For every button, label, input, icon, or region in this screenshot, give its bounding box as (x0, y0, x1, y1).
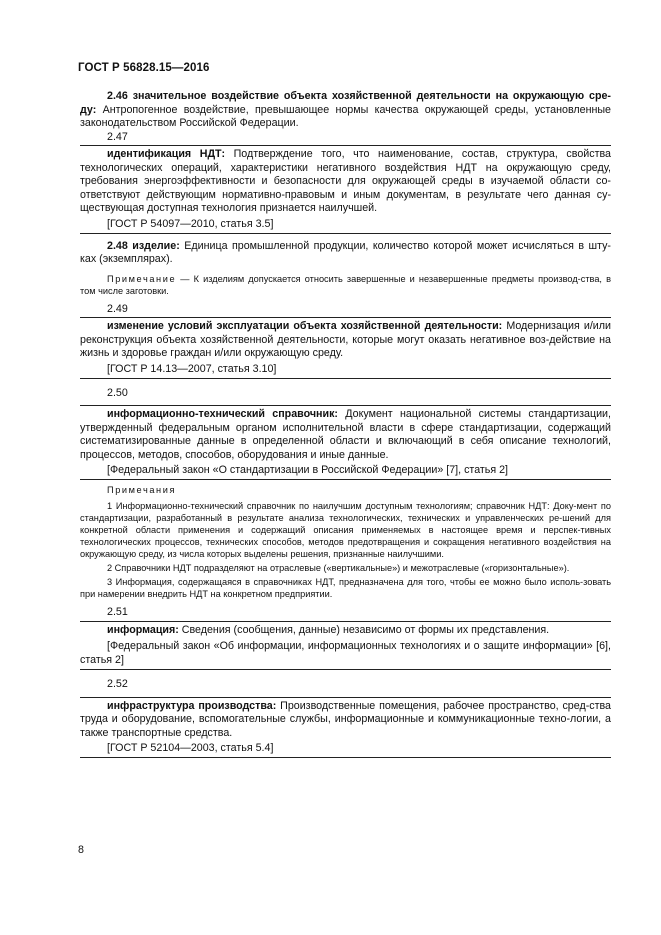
entry-2-47-text: Подтверждение того, что наименование, состав, структура, свойства технологических операций, характеристики негативного воздействия НДТ на окружающую среду, требования энергоэффективности и безопасности для окружающей среды в изучаемой области со-ответствуют действующим нормативно-правовым и иным документам, в результате чего данная су-ществующая доступная технология признается наилучшей. (80, 148, 611, 214)
entry-2-49-reference: [ГОСТ Р 14.13—2007, статья 3.10] (107, 362, 277, 375)
entry-2-49-term: изменение условий эксплуатации объекта хозяйственной деятельности: (107, 320, 503, 332)
note-label: Примечание (107, 273, 177, 284)
entry-2-49-number: 2.49 (107, 302, 128, 315)
entry-2-50-notes-label: Примечания (107, 485, 177, 495)
entry-2-52-number: 2.52 (107, 678, 128, 690)
entry-2-47-box (80, 145, 611, 234)
entry-2-51-definition (80, 624, 611, 638)
entry-2-50-number: 2.50 (107, 386, 128, 399)
entry-2-49-box (80, 317, 611, 379)
entry-2-52-term: инфраструктура производства: (107, 699, 277, 712)
note-text: — К изделиям допускается относить завершенные и незавершенные предметы производ-ства, в том числе заготовки. (80, 273, 611, 296)
entry-2-50-reference: [Федеральный закон «О стандартизации в Российской Федерации» [7], статья 2] (107, 464, 509, 476)
page-number: 8 (78, 844, 84, 856)
entry-2-51-box (80, 621, 611, 671)
entry-2-47-definition (80, 148, 611, 216)
entry-2-50-definition (80, 408, 611, 462)
entry-2-50-text: Документ национальной системы стандартизации, утвержденный федеральным органом исполнительной власти в сфере стандартизации, содержащий систематизированные данные в определенной области и включающий в себя описание технологий, процессов, методов, способов, оборудования и иные данные. (80, 408, 611, 461)
entry-2-51-term: информация: (107, 623, 179, 636)
entry-2-52-definition (80, 700, 611, 741)
entry-2-48 (80, 240, 611, 267)
entry-2-50-box (80, 405, 611, 480)
document-body (80, 90, 611, 758)
entry-2-49-definition (80, 320, 611, 361)
entry-2-52-text: Производственные помещения, рабочее пространство, сред-ства труда и оборудование, вспомогательные службы, информационные и коммуникационные техно-логии, а также транспортные средства. (80, 699, 611, 739)
entry-2-46 (80, 90, 611, 131)
entry-2-48-text: Единица промышленной продукции, количество которой может исчисляться в шту-ках (экземплярах). (80, 239, 611, 265)
entry-2-47-reference: [ГОСТ Р 54097—2010, статья 3.5] (107, 217, 274, 230)
entry-2-48-term: 2.48 изделие: (107, 239, 180, 252)
entry-2-49-text: Модернизация и/или реконструкция объекта хозяйственной деятельности, которые могут оказать негативное воз-действие на жизнь и здоровье граждан и/или окружающую среду. (80, 320, 611, 359)
entry-2-50-note-2: 2 Справочники НДТ подразделяют на отраслевые («вертикальные») и межотраслевые («горизонтальные»). (107, 563, 570, 573)
entry-2-47-number: 2.47 (107, 130, 128, 143)
entry-2-52-box (80, 697, 611, 759)
entry-2-46-text: Антропогенное воздействие, превышающее нормы качества окружающей среды, установленные законодательством Российской Федерации. (80, 103, 611, 129)
entry-2-50-note-3: 3 Информация, содержащаяся в справочниках НДТ, предназначена для того, чтобы ее можно было исполь-зовать при намерении внедрить НДТ на конкретном предприятии. (80, 577, 611, 599)
entry-2-50-note-1: 1 Информационно-технический справочник по наилучшим доступным технологиям; справочник НДТ: Доку-мент по стандартизации, разработанный в результате анализа технологических, технических и управленческих ре-шений для конкретной области применения и содержащий описания применяемых в настоящее время и перспек-тивных технологических процессов, технических способов, методов предотвращения и сокращения негативного воздействия на окружающую среду, из числа которых выделены решения, признанные наилучшими. (80, 501, 611, 559)
entry-2-51-number: 2.51 (107, 606, 128, 618)
entry-2-48-note (80, 273, 611, 297)
entry-2-51-reference: [Федеральный закон «Об информации, информационных технологиях и о защите информации» [6], статья 2] (80, 640, 611, 666)
entry-2-46-term: 2.46 значительное воздействие объекта хозяйственной деятельности на окружающую сре-ду: (80, 90, 611, 116)
entry-2-51-text: Сведения (сообщения, данные) независимо от формы их представления. (178, 623, 550, 636)
entry-2-50-term: информационно-технический справочник: (107, 408, 338, 420)
entry-2-52-reference: [ГОСТ Р 52104—2003, статья 5.4] (107, 742, 274, 754)
document-header: ГОСТ Р 56828.15—2016 (78, 62, 210, 74)
entry-2-47-term: идентификация НДТ: (107, 148, 226, 160)
